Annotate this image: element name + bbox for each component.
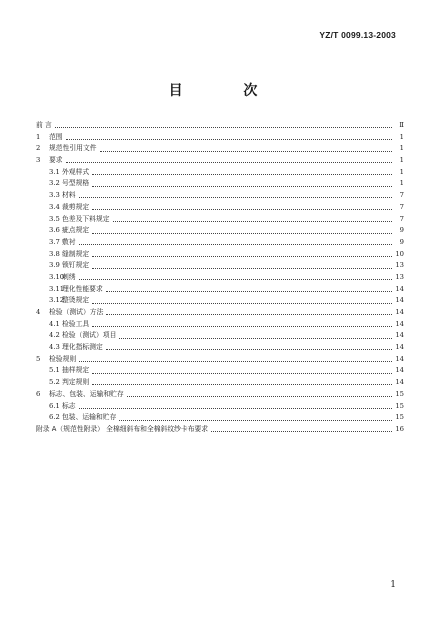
dot-leader <box>106 290 392 292</box>
toc-entry-page: 1 <box>399 156 404 165</box>
toc-entry <box>36 401 404 413</box>
toc-entry-number: 3.8 <box>49 249 60 258</box>
toc-entry-number: 6.2 <box>49 413 60 422</box>
dot-leader <box>55 126 392 128</box>
toc-entry-page: 16 <box>395 424 404 433</box>
dot-leader <box>92 383 392 385</box>
toc-entry-label: 检验工具 <box>62 319 90 328</box>
toc-entry-number: 1 <box>36 132 41 141</box>
toc-entry-page: 13 <box>395 261 404 270</box>
toc-entry-number: 3.7 <box>49 237 60 246</box>
toc-entry <box>36 424 404 436</box>
toc-entry-number: 5.2 <box>49 378 60 387</box>
toc-entry-number: 5.1 <box>49 366 60 375</box>
toc-entry-label: 号型规格 <box>62 179 90 188</box>
toc-entry <box>36 120 404 132</box>
toc-entry-label: 判定规则 <box>62 378 90 387</box>
toc-entry-page: 7 <box>399 202 404 211</box>
toc-entry-number: 2 <box>36 144 41 153</box>
toc-entry-number: 3 <box>36 156 41 165</box>
dot-leader <box>92 232 392 234</box>
toc-entry-number: 3.5 <box>49 214 60 223</box>
toc-entry <box>36 155 404 167</box>
dot-leader <box>106 348 392 350</box>
toc-entry-label: 锁钉规定 <box>62 261 90 270</box>
toc-entry-page: 14 <box>395 378 404 387</box>
toc-entry-page: 14 <box>395 296 404 305</box>
toc-entry-label: 抽样规定 <box>62 366 90 375</box>
toc-entry-label: 整烫规定 <box>62 296 90 305</box>
toc-entry-page: 1 <box>399 132 404 141</box>
toc-entry-label: 敷衬 <box>62 237 76 246</box>
toc-entry <box>36 214 404 226</box>
toc-entry-page: 15 <box>395 413 404 422</box>
dot-leader <box>92 208 392 210</box>
toc-entry-page: 15 <box>395 401 404 410</box>
toc-entry <box>36 249 404 261</box>
dot-leader <box>92 185 392 187</box>
page-number: 1 <box>390 580 396 590</box>
dot-leader <box>79 196 392 198</box>
toc-entry <box>36 284 404 296</box>
toc-entry-page: 14 <box>395 319 404 328</box>
toc-entry-label: 理化性能要求 <box>62 284 103 293</box>
toc-entry-page: 14 <box>395 366 404 375</box>
toc-entry-label: 附录 A（规范性附录） 全棉细斜布和全棉斜纹纱卡布要求 <box>36 424 209 433</box>
toc-entry-page: 14 <box>395 284 404 293</box>
toc-entry-number: 3.4 <box>49 202 60 211</box>
toc-entry <box>36 377 404 389</box>
toc-entry-label: 标志 <box>62 401 76 410</box>
dot-leader <box>106 313 392 315</box>
toc-entry <box>36 295 404 307</box>
toc-entry-label: 裁剪规定 <box>62 202 90 211</box>
toc-entry-label: 包装、运输和贮存 <box>62 413 117 422</box>
dot-leader <box>92 302 392 304</box>
toc-entry-page: 1 <box>399 144 404 153</box>
toc-entry <box>36 143 404 155</box>
toc-entry <box>36 167 404 179</box>
toc-entry <box>36 365 404 377</box>
dot-leader <box>113 220 392 222</box>
dot-leader <box>92 267 392 269</box>
dot-leader <box>211 430 392 432</box>
dot-leader <box>92 255 392 257</box>
toc-entry-page: 14 <box>395 308 404 316</box>
toc-entry-number: 4.2 <box>49 331 60 340</box>
dot-leader <box>79 243 392 245</box>
toc-entry-number: 3.6 <box>49 226 60 235</box>
toc-entry <box>36 260 404 272</box>
toc-entry <box>36 132 404 144</box>
toc-entry-page: 1 <box>399 179 404 188</box>
toc-entry-page: 14 <box>395 343 404 352</box>
toc-entry-page: 15 <box>395 389 404 398</box>
toc-entry-label: 检验（测试）项目 <box>62 331 117 340</box>
toc-entry-number: 3.1 <box>49 167 60 176</box>
toc-entry-number: 4.3 <box>49 343 60 352</box>
toc-entry-number: 5 <box>36 354 41 363</box>
toc-entry-label: 外观样式 <box>62 167 90 176</box>
toc-entry-label: 检验（测试）方法 <box>49 308 104 316</box>
toc-entry-label: 理化指标测定 <box>62 343 103 352</box>
page-title: 目 次 <box>168 83 286 99</box>
toc-entry <box>36 178 404 190</box>
toc-entry-label: 范围 <box>49 132 63 141</box>
toc-entry-page: 7 <box>399 191 404 200</box>
standard-code: YZ/T 0099.13-2003 <box>319 30 396 40</box>
dot-leader <box>66 161 392 163</box>
toc-entry <box>36 342 404 354</box>
toc-entry-page: 14 <box>395 354 404 363</box>
toc-entry-page: 7 <box>399 214 404 223</box>
toc-entry-number: 3.3 <box>49 191 60 200</box>
toc-entry-label: 色差及下料规定 <box>62 214 110 223</box>
dot-leader <box>100 150 392 152</box>
dot-leader <box>119 337 392 339</box>
toc-entry-label: 缝制规定 <box>62 249 90 258</box>
toc-entry <box>36 190 404 202</box>
toc-entry-page: 9 <box>399 226 404 235</box>
toc-entry-number: 4 <box>36 308 41 316</box>
toc-entry <box>36 225 404 237</box>
toc-entry <box>36 319 404 331</box>
toc-entry-label: 规范性引用文件 <box>49 144 97 153</box>
toc-entry <box>36 389 404 401</box>
toc-entry-label: 前 言 <box>36 121 52 129</box>
toc-entry <box>36 202 404 214</box>
dot-leader <box>66 138 392 140</box>
toc-entry-label: 要求 <box>49 156 63 165</box>
toc-entry-number: 6.1 <box>49 401 60 410</box>
dot-leader <box>79 360 392 362</box>
toc-entry-page: 9 <box>399 237 404 246</box>
toc-entry-label: 标志、包装、运输和贮存 <box>49 389 124 398</box>
toc-entry <box>36 330 404 342</box>
toc-entry-number: 4.1 <box>49 319 60 328</box>
toc-entry-number: 3.12 <box>49 296 65 305</box>
toc-entry-number: 3.2 <box>49 179 60 188</box>
toc-entry-label: 刺绣 <box>62 272 76 281</box>
toc-entry-number: 3.11 <box>49 284 65 293</box>
table-of-contents <box>36 120 404 436</box>
toc-entry <box>36 237 404 249</box>
toc-entry-page: 14 <box>395 331 404 340</box>
dot-leader <box>92 173 392 175</box>
toc-entry-label: 疵点规定 <box>62 226 90 235</box>
toc-entry <box>36 354 404 366</box>
toc-entry-page: Ⅱ <box>399 121 404 129</box>
dot-leader <box>92 372 392 374</box>
toc-entry-page: 1 <box>399 167 404 176</box>
toc-entry-label: 检验规则 <box>49 354 77 363</box>
dot-leader <box>79 407 392 409</box>
dot-leader <box>79 278 392 280</box>
toc-entry-page: 10 <box>395 249 404 258</box>
toc-entry <box>36 272 404 284</box>
dot-leader <box>92 325 392 327</box>
toc-entry-number: 3.10 <box>49 272 65 281</box>
dot-leader <box>127 395 392 397</box>
toc-entry <box>36 307 404 319</box>
toc-entry-page: 13 <box>395 272 404 281</box>
toc-entry <box>36 412 404 424</box>
dot-leader <box>119 419 392 421</box>
toc-entry-label: 材料 <box>62 191 76 200</box>
toc-entry-number: 3.9 <box>49 261 60 270</box>
toc-entry-number: 6 <box>36 389 41 398</box>
